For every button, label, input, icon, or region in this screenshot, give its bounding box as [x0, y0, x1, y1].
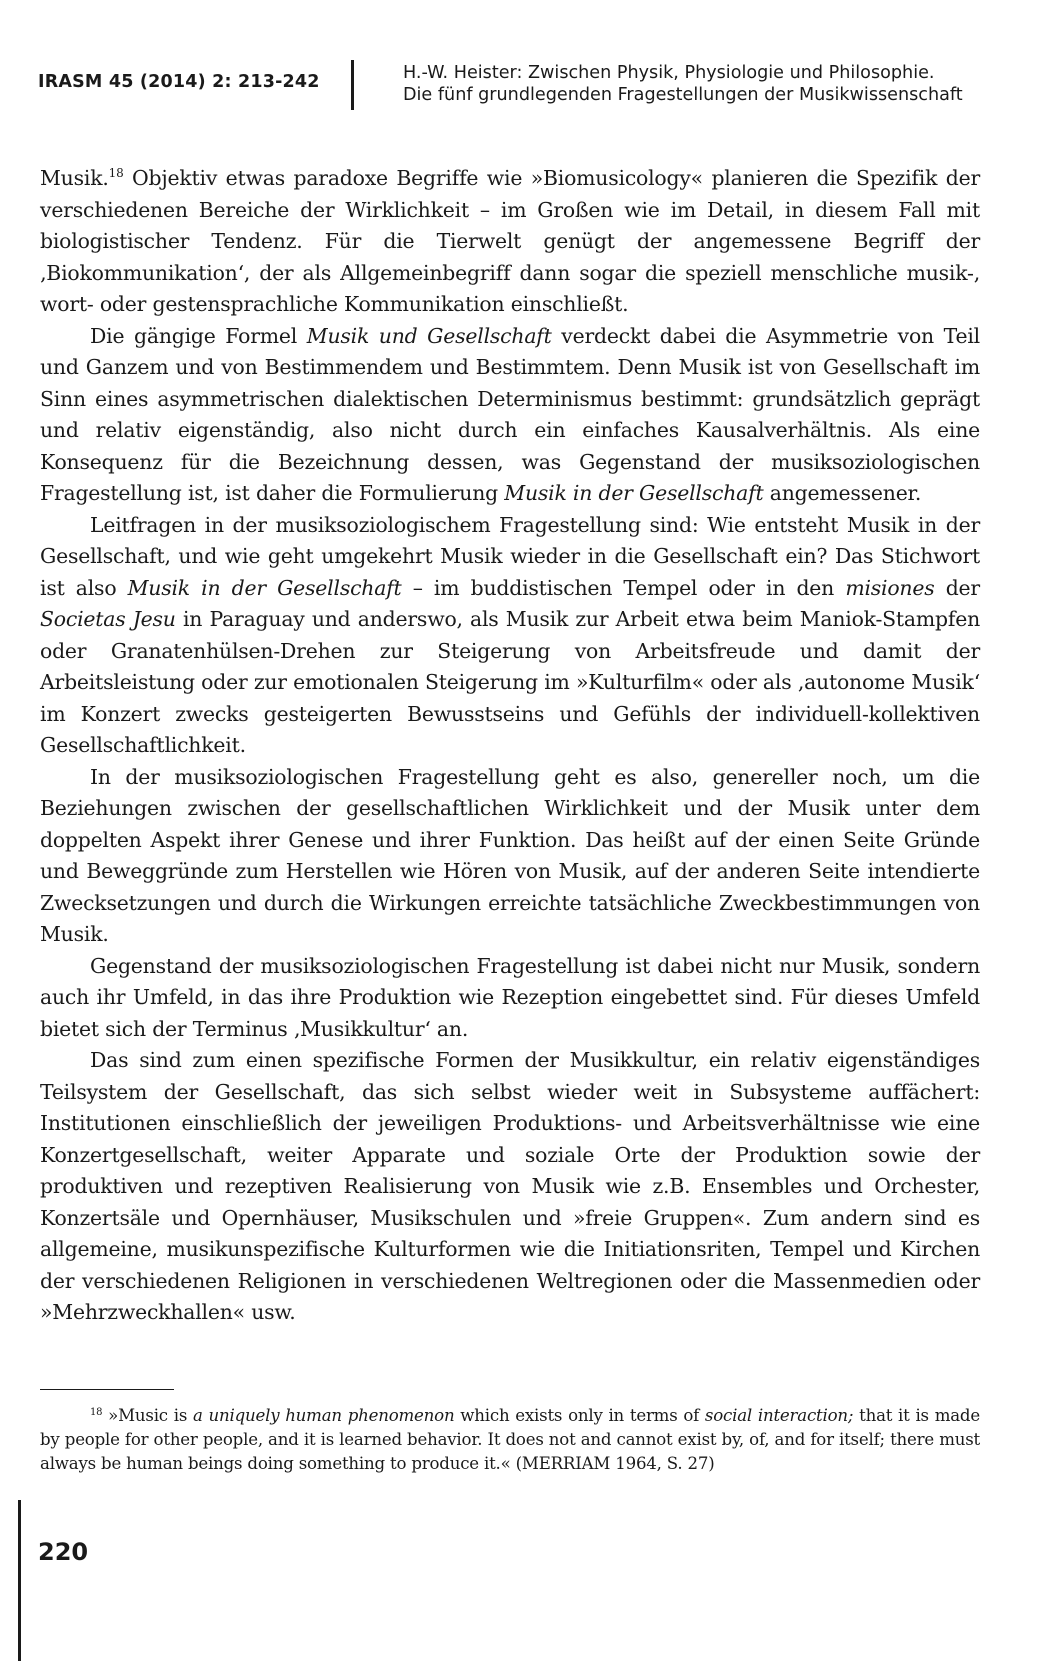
running-head — [403, 62, 963, 106]
footnote-reference: 18 — [108, 166, 124, 180]
running-head-line-2: Die fünf grundlegenden Fragestellungen der Musikwissenschaft — [403, 85, 963, 105]
paragraph-2-italic-2: Musik in der Gesellschaft — [504, 481, 764, 505]
main-text — [40, 163, 980, 1329]
paragraph-3-text-c: der — [934, 575, 980, 600]
paragraph-1-text: Objektiv etwas paradoxe Begriffe wie »Biomusicology« planieren die Spezifik der verschiedenen Bereiche der Wirklichkeit – im Großen wie im Detail, in diesem Fall mit biologistischer Tendenz. Für die Tierwelt genügt der angemessene Begriff der ‚Biokommunikation‘, der als Allgemeinbegriff dann sogar die speziell menschliche musik-, wort- oder gestensprachliche Kommunikation einschließt. — [40, 166, 980, 316]
paragraph-2-text-c: angemessener. — [763, 481, 922, 505]
footnote-italic-2: social interaction; — [704, 1406, 854, 1425]
footnote-number: 18 — [90, 1407, 103, 1418]
paragraph-1 — [40, 163, 980, 321]
page-number: 220 — [38, 1538, 89, 1566]
paragraph-2-text-a: Die gängige Formel — [90, 323, 307, 348]
page-header — [38, 60, 1023, 110]
paragraph-2-italic-1: Musik und Gesellschaft — [306, 323, 552, 348]
paragraph-1-lead: Musik. — [40, 166, 109, 190]
footnote-number-wrap — [40, 1406, 102, 1425]
running-head-line-1: H.-W. Heister: Zwischen Physik, Physiologie und Philosophie. — [403, 63, 935, 83]
paragraph-3 — [40, 510, 980, 762]
paragraph-3-text-a: Leitfragen in der musiksoziologischem Fragestellung sind: Wie entsteht Musik in der Gesellschaft, und wie geht umgekehrt Musik wieder in die Gesellschaft ein? Das Stichwort ist also — [40, 512, 980, 600]
paragraph-5: Gegenstand der musiksoziologischen Fragestellung ist dabei nicht nur Musik, sondern auch ihr Umfeld, in das ihre Produktion wie Rezeption eingebettet sind. Für dieses Umfeld bietet sich der Terminus ‚Musikkultur‘ an. — [40, 953, 980, 1041]
footnote-text-b: which exists only in terms of — [454, 1406, 705, 1425]
paragraph-3-text-b: – im buddistischen Tempel oder in den — [401, 575, 846, 600]
page-number-divider — [18, 1500, 21, 1661]
paragraph-3-italic-3: Societas Jesu — [40, 607, 176, 631]
footnote-divider — [40, 1389, 174, 1390]
paragraph-3-italic-2: misiones — [845, 575, 935, 600]
header-divider — [351, 60, 354, 110]
paragraph-3-italic-1: Musik in der Gesellschaft — [127, 575, 402, 600]
paragraph-4: In der musiksoziologischen Fragestellung geht es also, genereller noch, um die Beziehungen zwischen der gesellschaftlichen Wirklichkeit und der Musik unter dem doppelten Aspekt ihrer Genese und ihrer Funktion. Das heißt auf der einen Seite Gründe und Beweggründe zum Herstellen wie Hören von Musik, auf der anderen Seite intendierte Zwecksetzungen und durch die Wirkungen erreichte tatsächliche Zweckbestimmungen von Musik. — [40, 764, 980, 946]
footnote — [40, 1404, 980, 1476]
paragraph-6: Das sind zum einen spezifische Formen der Musikkultur, ein relativ eigenständiges Teilsystem der Gesellschaft, das sich selbst wieder weit in Subsysteme auffächert: Institutionen einschließlich der jeweiligen Produktions- und Arbeitsverhältnisse wie eine Konzertgesellschaft, weiter Apparate und soziale Orte der Produktion sowie der produktiven und rezeptiven Realisierung von Musik wie z.B. Ensembles und Orchester, Konzertsäle und Opernhäuser, Musikschulen und »freie Gruppen«. Zum andern sind es allgemeine, musikunspezifische Kulturformen wie die Initiationsriten, Tempel und Kirchen der verschiedenen Religionen in verschiedenen Weltregionen oder die Massenmedien oder »Mehrzweckhallen« usw. — [40, 1048, 980, 1324]
footnote-text-c: that it is made by people for other people, and it is learned behavior. It does not and cannot exist by, of, and for itself; there must always be human beings doing something to produce it.« (MERRIAM 1964, S. 27) — [40, 1406, 980, 1473]
journal-reference: IRASM 45 (2014) 2: 213-242 — [38, 72, 320, 92]
paragraph-2-text-b: verdeckt dabei die Asymmetrie von Teil und Ganzem und von Bestimmendem und Bestimmtem. Denn Musik ist von Gesellschaft im Sinn eines asymmetrischen dialektischen Determinismus bestimmt: grundsätzlich geprägt und relativ eigenständig, also nicht durch ein einfaches Kausalverhältnis. Als eine Konsequenz für die Bezeichnung dessen, was Gegenstand der musiksoziologischen Fragestellung ist, ist daher die Formulierung — [40, 323, 980, 505]
paragraph-2 — [40, 321, 980, 510]
paragraph-3-text-d: in Paraguay und anderswo, als Musik zur Arbeit etwa beim Maniok-Stampfen oder Granatenhülsen-Drehen zur Steigerung von Arbeitsfreude und damit der Arbeitsleistung oder zur emotionalen Steigerung im »Kulturfilm« oder als ‚autonome Musik‘ im Konzert zwecks gesteigerten Bewusstseins und Gefühls der individuell-kollektiven Gesellschaftlichkeit. — [40, 607, 980, 757]
footnote-text-a: »Music is — [102, 1406, 193, 1425]
footnote-italic-1: a uniquely human phenomenon — [192, 1406, 455, 1425]
